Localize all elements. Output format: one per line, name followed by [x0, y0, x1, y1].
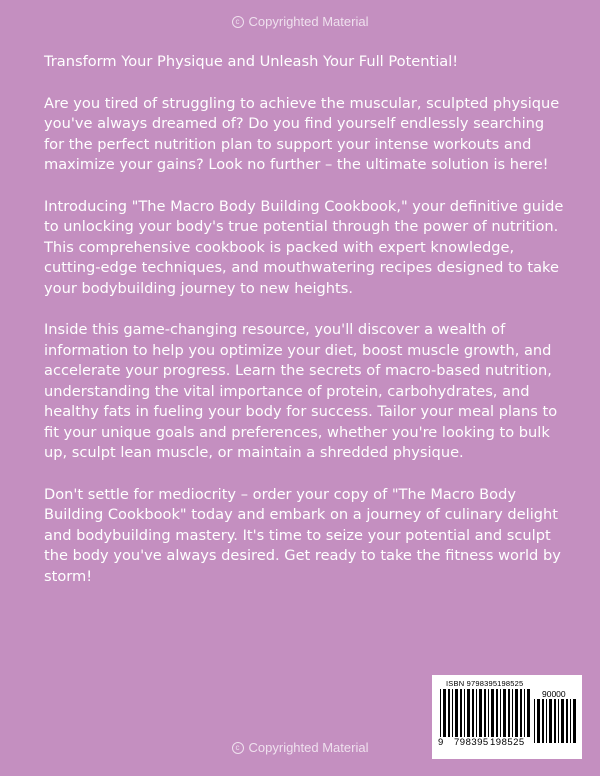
watermark-text: Copyrighted Material [248, 14, 369, 29]
barcode-bar [464, 689, 465, 737]
barcode-bar [472, 689, 474, 737]
barcode-bar [561, 699, 564, 743]
paragraph: Inside this game-changing resource, you'll discover a wealth of information to help you optimize your diet, boost muscle growth, and accelerate your progress. Learn the secrets of macro-based nutrition, understanding the vital importance of protein, carbohydrates, and healthy fats in fueling your body for success. Tailor your meal plans to fit your unique goals and preferences, whether you're looking to bulk up, sculpt lean muscle, or maintain a shredded physique. [44, 321, 558, 461]
barcode-bar [512, 689, 513, 737]
addon-barcode-bars [534, 699, 576, 743]
barcode-bar [570, 699, 571, 743]
watermark-text: Copyrighted Material [248, 740, 369, 755]
barcode-bar [440, 689, 441, 737]
barcode-bar [558, 699, 559, 743]
paragraph: Introducing "The Macro Body Building Cookbook," your definitive guide to unlocking your body's true potential through the power of nutrition. This comprehensive cookbook is packed with expert knowledge, cutting-edge techniques, and mouthwatering recipes designed to take your bodybuilding journey to new heights. [44, 197, 564, 297]
copyright-icon: c [232, 16, 244, 28]
barcode-bar [527, 689, 530, 737]
headline: Transform Your Physique and Unleash Your Full Potential! [44, 53, 459, 70]
barcode-bar [491, 689, 494, 737]
barcode-digits-right: 198525 [490, 737, 525, 748]
barcode-bar [448, 689, 450, 737]
barcode-bar [515, 689, 518, 737]
barcode-bar [479, 689, 482, 737]
barcode-bar [484, 689, 486, 737]
barcode-bar [546, 699, 547, 743]
barcode-bar [508, 689, 510, 737]
barcode-bar [460, 689, 462, 737]
barcode-bar [488, 689, 489, 737]
barcode-bar [500, 689, 501, 737]
barcode-bar [573, 699, 576, 743]
barcode-bar [520, 689, 522, 737]
paragraph: Are you tired of struggling to achieve the muscular, sculpted physique you've always dreamed of? Do you find yourself endlessly searching for the perfect nutrition plan to support your intense workouts and maximize your gains? Look no further – the ultimate solution is here! [44, 94, 560, 173]
watermark-top [0, 14, 600, 29]
barcode-bar [554, 699, 556, 743]
barcode-bar [476, 689, 477, 737]
watermark-bottom [0, 740, 600, 755]
barcode-bar [534, 699, 535, 743]
barcode-bar [467, 689, 470, 737]
back-cover-description [44, 52, 564, 608]
barcode-digits-left: 798395 [454, 737, 489, 748]
isbn-label: ISBN 9798395198525 [446, 679, 524, 688]
paragraph: Don't settle for mediocrity – order your copy of "The Macro Body Building Cookbook" today and embark on a journey of culinary delight and bodybuilding mastery. It's time to seize your potential and sculpt the body you've always desired. Get ready to take the fitness world by storm! [44, 485, 561, 585]
barcode-bar [566, 699, 568, 743]
barcode-bar [452, 689, 453, 737]
addon-number: 90000 [542, 689, 566, 699]
barcode-bar [542, 699, 544, 743]
barcode-bar [503, 689, 506, 737]
barcode-digits-prefix: 9 [438, 737, 444, 748]
barcode-bar [443, 689, 446, 737]
barcode-bar [537, 699, 540, 743]
barcode-bar [524, 689, 525, 737]
barcode-bar [549, 699, 552, 743]
barcode-bar [496, 689, 498, 737]
copyright-icon: c [232, 742, 244, 754]
barcode-bars [440, 689, 532, 737]
barcode-bar [455, 689, 458, 737]
